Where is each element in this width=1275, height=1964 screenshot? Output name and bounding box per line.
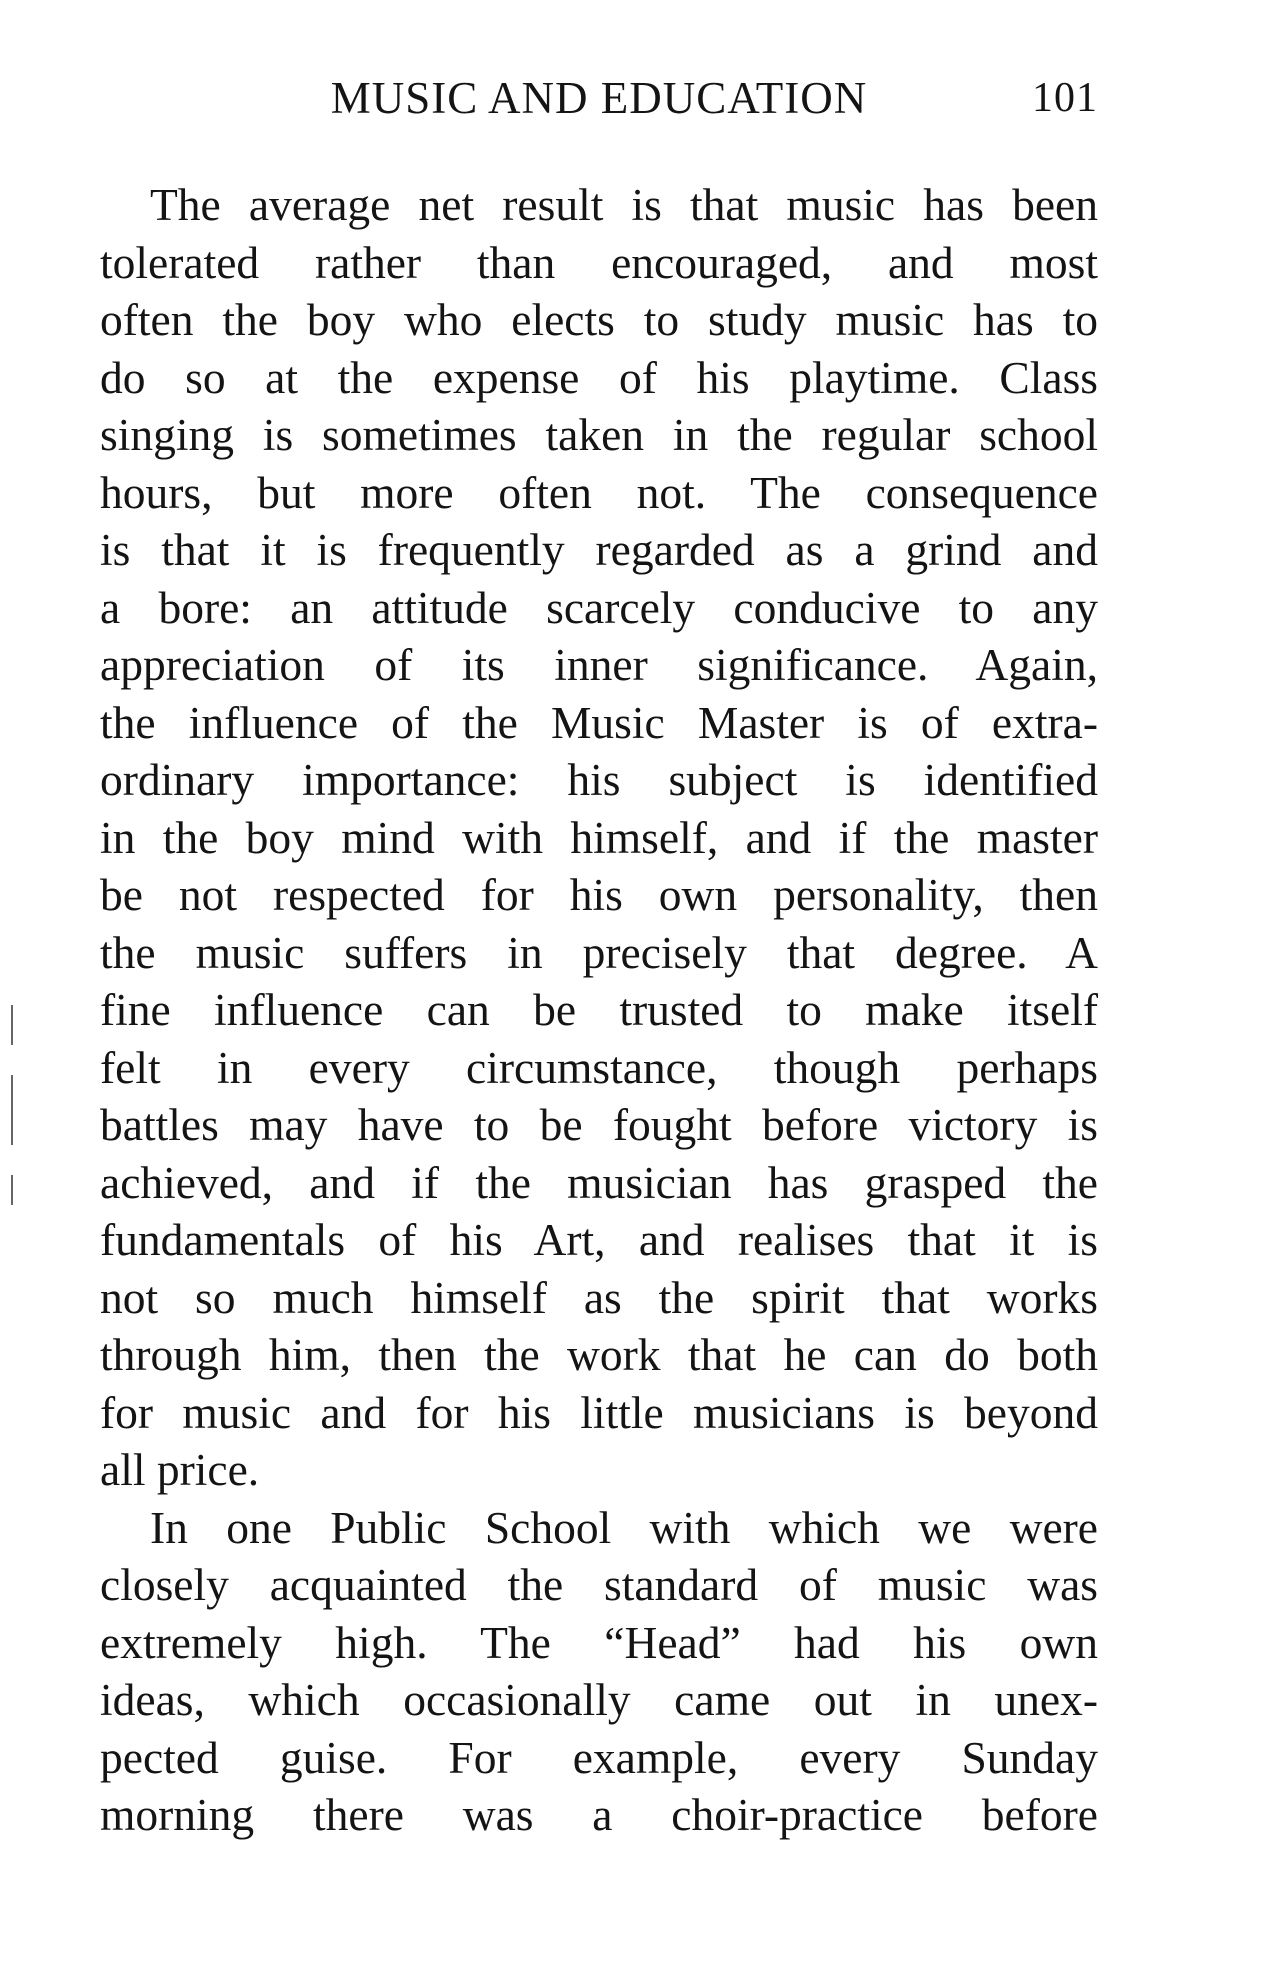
text-line: achieved, and if the musician has grasped the	[100, 1156, 1098, 1208]
text-line: tolerated rather than encouraged, and most	[100, 236, 1098, 288]
text-line: appreciation of its inner significance. Again,	[100, 639, 1098, 690]
text-line: felt in every circumstance, though perhaps	[100, 1041, 1098, 1093]
scan-speck	[11, 1175, 13, 1205]
page-number: 101	[1032, 75, 1098, 121]
text-line: fundamentals of his Art, and realises that it is	[100, 1214, 1098, 1265]
text-line: pected guise. For example, every Sunday	[100, 1731, 1098, 1783]
text-line: singing is sometimes taken in the regular school	[100, 409, 1098, 460]
text-line: a bore: an attitude scarcely conducive to any	[100, 581, 1098, 633]
page-header-title: MUSIC AND EDUCATION	[330, 73, 868, 123]
text-line: ordinary importance: his subject is identified	[100, 754, 1098, 805]
text-line: closely acquainted the standard of music was	[100, 1559, 1098, 1610]
body-text	[100, 176, 1098, 1844]
margin-scan-marks	[6, 0, 18, 1964]
running-head	[100, 68, 1098, 128]
text-line: In one Public School with which we were	[150, 1501, 1098, 1553]
text-line: hours, but more often not. The consequence	[100, 466, 1098, 518]
text-line: do so at the expense of his playtime. Class	[100, 351, 1098, 403]
text-line: not so much himself as the spirit that works	[100, 1271, 1098, 1323]
text-line: in the boy mind with himself, and if the master	[100, 811, 1098, 863]
text-line: is that it is frequently regarded as a grind and	[100, 524, 1098, 575]
scan-speck	[11, 1075, 13, 1145]
text-line: extremely high. The “Head” had his own	[100, 1616, 1098, 1668]
text-line: morning there was a choir-practice before	[100, 1789, 1098, 1840]
text-line: often the boy who elects to study music has to	[100, 294, 1098, 345]
text-line: the music suffers in precisely that degree. A	[100, 926, 1098, 978]
text-line: The average net result is that music has been	[150, 179, 1098, 230]
text-line: through him, then the work that he can do both	[100, 1329, 1098, 1380]
text-line: be not respected for his own personality, then	[100, 869, 1098, 920]
text-line: battles may have to be fought before victory is	[100, 1099, 1098, 1150]
text-line: the influence of the Music Master is of extra-	[100, 696, 1098, 748]
text-line: ideas, which occasionally came out in unex-	[100, 1674, 1098, 1725]
text-line: for music and for his little musicians is beyond	[100, 1386, 1098, 1438]
text-line: all price.	[100, 1444, 260, 1495]
text-line: fine influence can be trusted to make itself	[100, 984, 1098, 1035]
scan-speck	[11, 1005, 13, 1045]
